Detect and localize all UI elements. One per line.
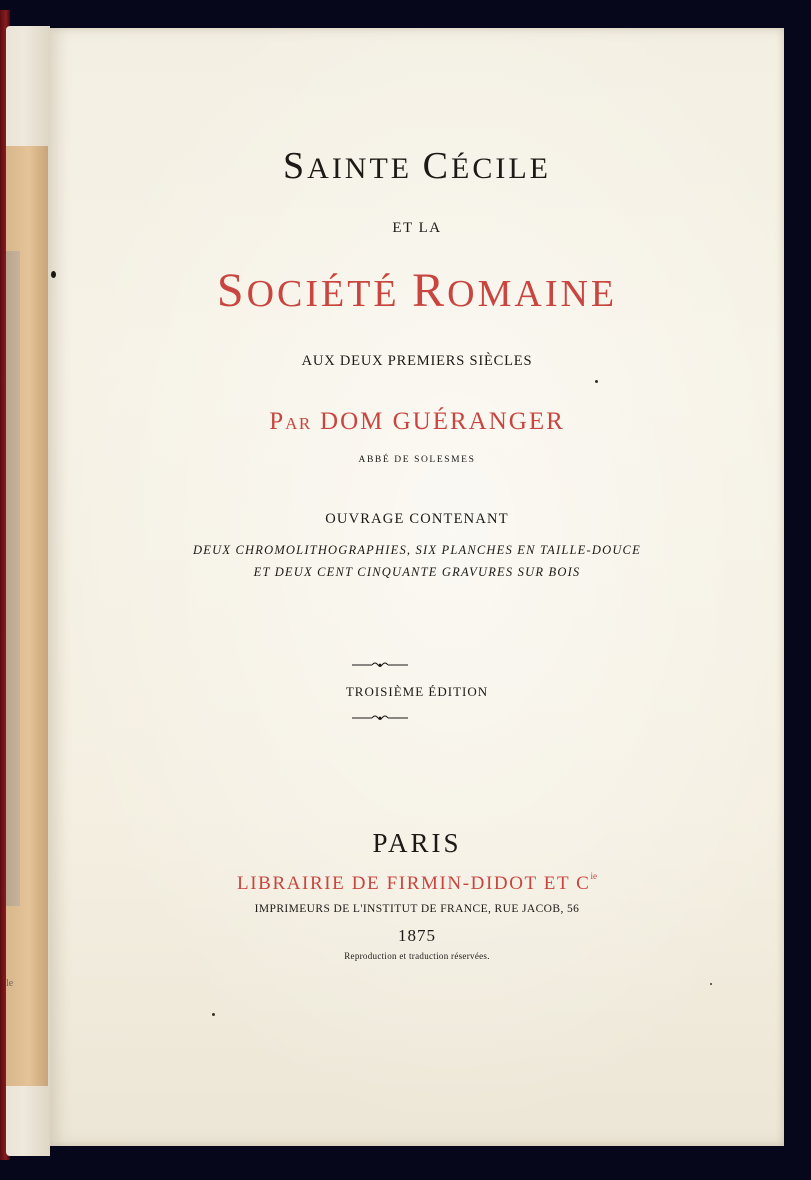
contents-heading: OUVRAGE CONTENANT	[325, 511, 509, 527]
author-name: DOM GUÉRANGER	[320, 408, 565, 435]
title-line-1-word-1: AINTE	[307, 152, 423, 185]
paper-speck	[212, 1013, 215, 1016]
rights-notice: Reproduction et traduction réservées.	[344, 951, 490, 961]
author-line	[50, 408, 784, 436]
author-role: ABBÉ DE SOLESMES	[358, 455, 476, 465]
title-line-1	[50, 144, 784, 188]
contents-line-2: ET DEUX CENT CINQUANTE GRAVURES SUR BOIS	[253, 565, 581, 579]
title-line-1-initial: S	[283, 145, 308, 187]
title-line-2	[50, 263, 784, 318]
author-prefix-rest: AR	[285, 414, 312, 433]
title-line-1-initial-2: C	[422, 145, 451, 187]
contents-line-1: DEUX CHROMOLITHOGRAPHIES, SIX PLANCHES EN TAILLE-DOUCE	[193, 543, 641, 557]
title-line-1-word-2: ÉCILE	[451, 152, 551, 185]
ornamental-rule-icon	[352, 661, 408, 669]
title-line-2-word-2: OMAINE	[447, 273, 618, 315]
paper-speck	[595, 380, 598, 383]
publisher	[50, 873, 784, 895]
title-line-2-initial: S	[216, 264, 247, 317]
printers-address: IMPRIMEURS DE L'INSTITUT DE FRANCE, RUE JACOB, 56	[254, 903, 580, 915]
imprint-city: PARIS	[372, 828, 462, 858]
title-connector: ET LA	[392, 220, 442, 236]
publication-year: 1875	[398, 926, 436, 945]
previous-page-mark: le	[6, 978, 14, 989]
subtitle: AUX DEUX PREMIERS SIÈCLES	[301, 353, 533, 369]
title-line-2-word-1: OCIÉTÉ	[246, 273, 413, 315]
author-prefix-initial: P	[269, 408, 286, 435]
publisher-superscript: ie	[590, 871, 597, 881]
edition: TROISIÈME ÉDITION	[345, 684, 489, 699]
previous-page	[6, 26, 50, 1156]
previous-page-plate	[6, 251, 20, 906]
publisher-name: LIBRAIRIE DE FIRMIN-DIDOT ET C	[237, 873, 591, 894]
ornamental-rule-icon	[352, 714, 408, 722]
paper-speck	[710, 983, 712, 985]
title-page	[50, 28, 784, 1146]
title-line-2-initial-2: R	[412, 264, 448, 317]
